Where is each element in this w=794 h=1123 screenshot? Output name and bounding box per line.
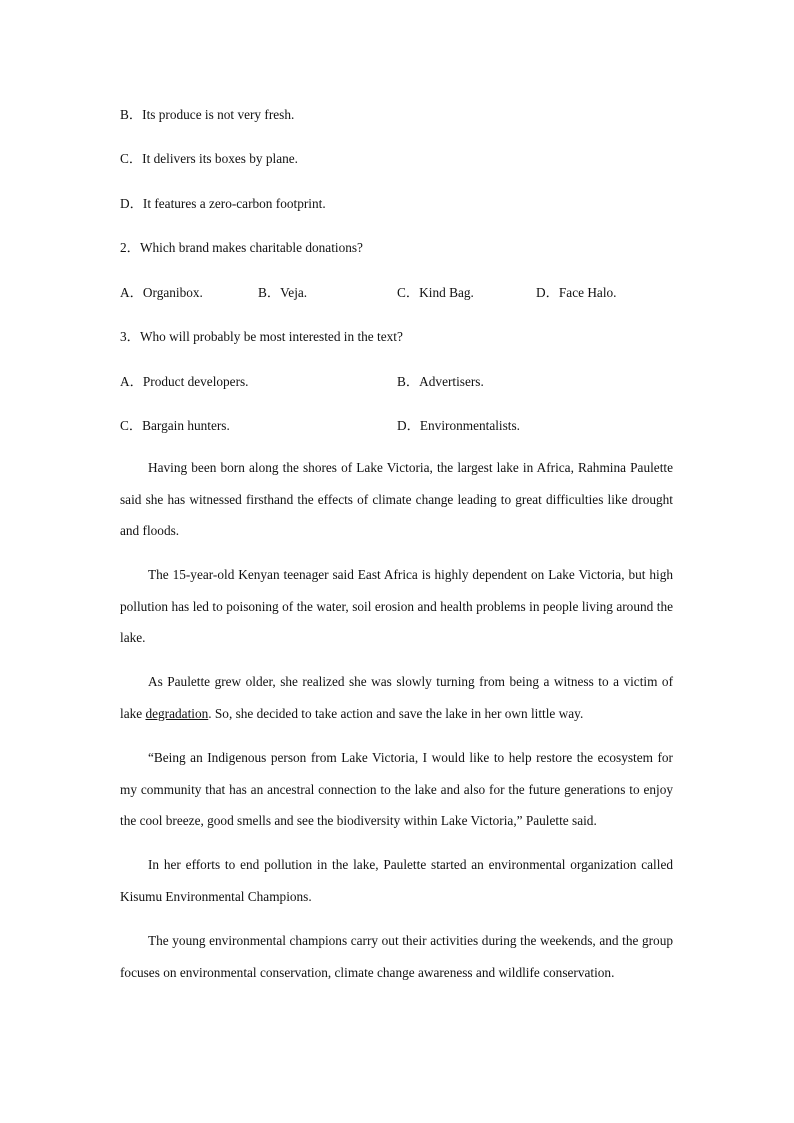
q3-option-c: C．Bargain hunters. <box>120 418 230 433</box>
passage-paragraph-2: The 15-year-old Kenyan teenager said East Africa is highly dependent on Lake Victoria, but high pollution has led to poisoning of the water, soil erosion and health problems in people living around the lake. <box>120 567 673 645</box>
q3-option-a: A．Product developers. <box>120 374 249 389</box>
q3-option-d: D．Environmentalists. <box>397 418 520 433</box>
q3-stem: 3．Who will probably be most interested in the text? <box>120 329 403 344</box>
passage-paragraph-1: Having been born along the shores of Lake Victoria, the largest lake in Africa, Rahmina Paulette said she has witnessed firsthand the effects of climate change leading to great difficulties like drought and floods. <box>120 460 673 538</box>
q2-stem: 2．Which brand makes charitable donations? <box>120 240 363 255</box>
passage-paragraph-5: In her efforts to end pollution in the lake, Paulette started an environmental organization called Kisumu Environmental Champions. <box>120 857 673 904</box>
q2-option-c: C．Kind Bag. <box>397 285 474 300</box>
q1-option-c: C．It delivers its boxes by plane. <box>120 151 299 166</box>
q1-option-d: D．It features a zero-carbon footprint. <box>120 196 326 211</box>
passage-paragraph-3 <box>120 666 673 729</box>
paragraph-3-text-before: As Paulette grew older, she realized she was slowly turning from being a witness to a victim of lake <box>120 674 673 721</box>
q2-option-d: D．Face Halo. <box>536 285 617 300</box>
underlined-word: degradation <box>145 705 209 721</box>
passage-paragraph-6: The young environmental champions carry out their activities during the weekends, and the group focuses on environmental conservation, climate change awareness and wildlife conservation. <box>120 933 673 980</box>
q1-option-b: B．Its produce is not very fresh. <box>120 107 295 122</box>
passage-paragraph-4: “Being an Indigenous person from Lake Victoria, I would like to help restore the ecosystem for my community that has an ancestral connection to the lake and also for the future generations to enjoy the cool breeze, good smells and see the biodiversity within Lake Victoria,” Paulette said. <box>120 750 673 828</box>
q2-option-a: A．Organibox. <box>120 285 203 300</box>
paragraph-3-text-after: . So, she decided to take action and save the lake in her own little way. <box>208 705 584 721</box>
q2-option-b: B．Veja. <box>258 285 308 300</box>
q3-option-b: B．Advertisers. <box>397 374 484 389</box>
